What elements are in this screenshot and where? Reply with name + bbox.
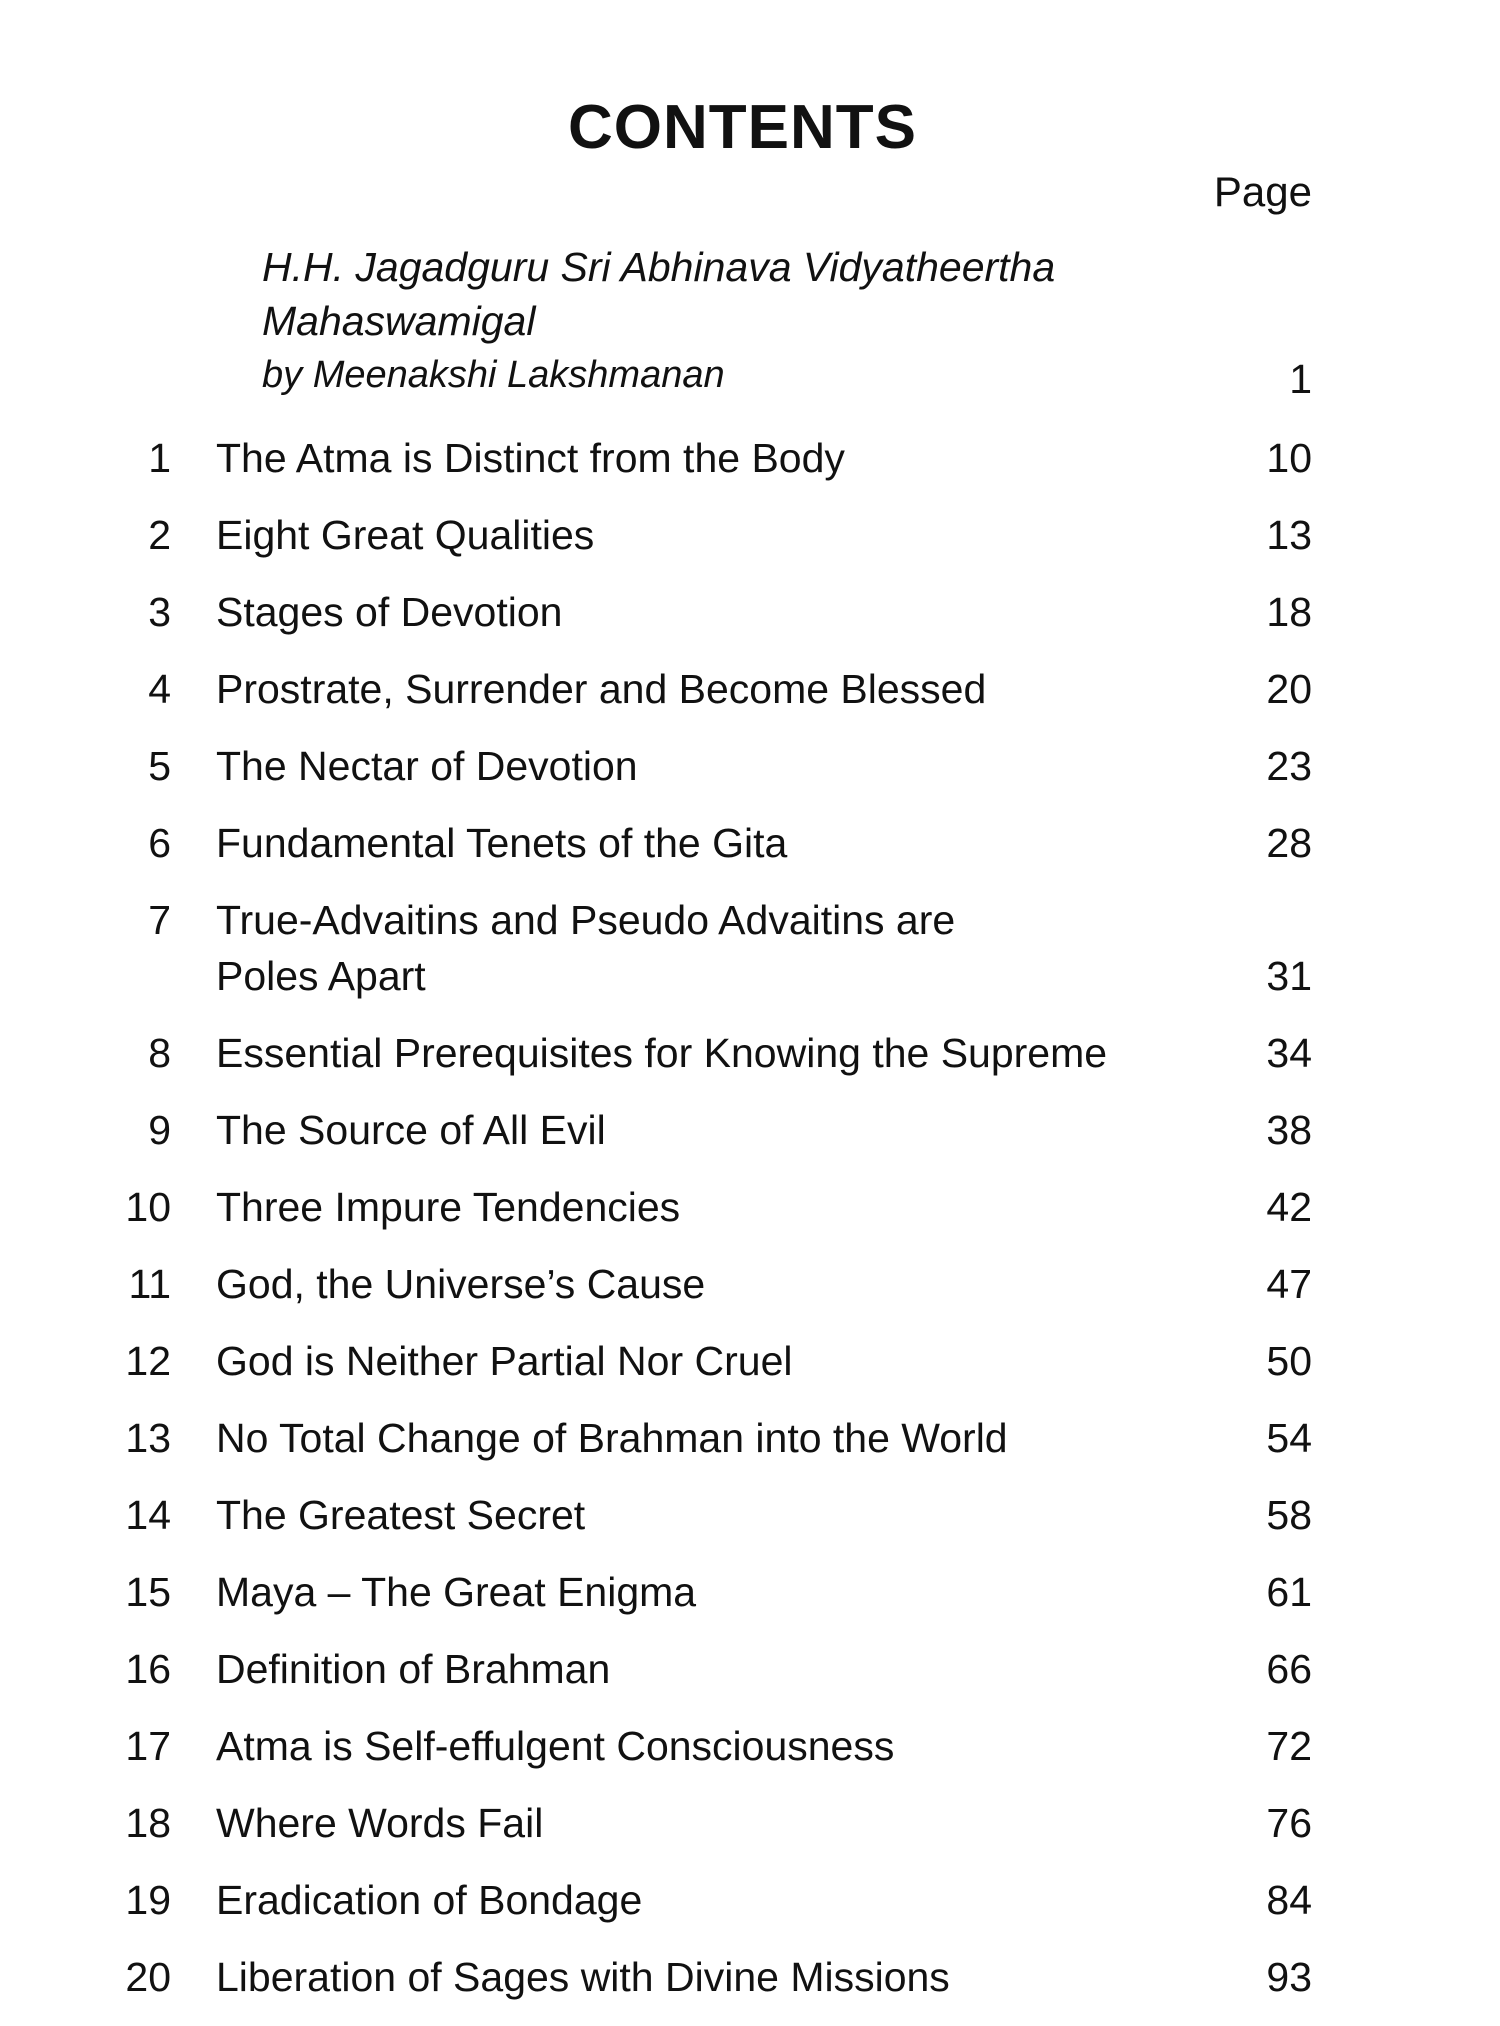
- chapter-number: 15: [125, 1569, 171, 1615]
- chapter-page: 84: [1266, 1877, 1312, 1923]
- chapter-number: 1: [148, 435, 171, 481]
- chapter-page: 76: [1266, 1800, 1312, 1846]
- chapter-page: 18: [1266, 589, 1312, 635]
- chapter-title: Eight Great Qualities: [216, 512, 595, 558]
- chapter-page: 61: [1266, 1569, 1312, 1615]
- chapter-number: 2: [148, 512, 171, 558]
- chapter-page: 10: [1266, 435, 1312, 481]
- chapter-number: 6: [148, 820, 171, 866]
- chapter-title: The Atma is Distinct from the Body: [216, 435, 845, 481]
- chapter-page: 47: [1266, 1261, 1312, 1307]
- chapter-page: 42: [1266, 1184, 1312, 1230]
- toc-entry: [0, 507, 1500, 563]
- chapter-number: 7: [148, 897, 171, 943]
- toc-entry: [0, 1487, 1500, 1543]
- chapter-page: 20: [1266, 666, 1312, 712]
- toc-entry: [0, 738, 1500, 794]
- toc-entry: [0, 430, 1500, 486]
- toc-entry: [0, 815, 1500, 871]
- toc-list: [0, 430, 1500, 2026]
- chapter-title: Where Words Fail: [216, 1800, 544, 1846]
- chapter-number: 9: [148, 1107, 171, 1153]
- chapter-title-line-2: Poles Apart: [216, 953, 426, 999]
- chapter-title: God is Neither Partial Nor Cruel: [216, 1338, 793, 1384]
- toc-entry: [0, 1564, 1500, 1620]
- chapter-title: Atma is Self-effulgent Consciousness: [216, 1723, 895, 1769]
- toc-entry: [0, 1641, 1500, 1697]
- chapter-page: 54: [1266, 1415, 1312, 1461]
- chapter-number: 12: [125, 1338, 171, 1384]
- chapter-title: The Greatest Secret: [216, 1492, 586, 1538]
- chapter-title: Essential Prerequisites for Knowing the Supreme: [216, 1030, 1108, 1076]
- intro-byline: by Meenakshi Lakshmanan: [262, 354, 725, 396]
- chapter-page: 38: [1266, 1107, 1312, 1153]
- page-column-heading: Page: [1213, 168, 1312, 215]
- toc-entry: [0, 1256, 1500, 1312]
- chapter-title: Maya – The Great Enigma: [216, 1569, 697, 1615]
- chapter-number: 10: [125, 1184, 171, 1230]
- toc-entry: [0, 1102, 1500, 1158]
- chapter-number: 4: [148, 666, 171, 712]
- toc-entry: [0, 1025, 1500, 1081]
- chapter-title: Fundamental Tenets of the Gita: [216, 820, 788, 866]
- chapter-number: 17: [125, 1723, 171, 1769]
- chapter-number: 8: [148, 1030, 171, 1076]
- chapter-title: The Source of All Evil: [216, 1107, 606, 1153]
- intro-page-number: 1: [1289, 356, 1312, 402]
- chapter-title: No Total Change of Brahman into the World: [216, 1415, 1008, 1461]
- chapter-title: Stages of Devotion: [216, 589, 563, 635]
- chapter-page: 28: [1266, 820, 1312, 866]
- chapter-title: Eradication of Bondage: [216, 1877, 643, 1923]
- page-title: CONTENTS: [568, 93, 917, 162]
- intro-entry: [262, 240, 1322, 402]
- chapter-page: 34: [1266, 1030, 1312, 1076]
- toc-entry: [0, 1333, 1500, 1389]
- chapter-title: The Nectar of Devotion: [216, 743, 638, 789]
- chapter-title: [216, 892, 1216, 1004]
- chapter-page: 66: [1266, 1646, 1312, 1692]
- chapter-number: 13: [125, 1415, 171, 1461]
- chapter-page: 13: [1266, 512, 1312, 558]
- chapter-number: 16: [125, 1646, 171, 1692]
- chapter-page: 50: [1266, 1338, 1312, 1384]
- chapter-number: 14: [125, 1492, 171, 1538]
- chapter-title-line-1: True-Advaitins and Pseudo Advaitins are: [216, 897, 956, 943]
- chapter-number: 5: [148, 743, 171, 789]
- chapter-title: God, the Universe’s Cause: [216, 1261, 706, 1307]
- toc-entry: [0, 1949, 1500, 2005]
- chapter-page: 31: [1266, 953, 1312, 999]
- toc-entry: [0, 1179, 1500, 1235]
- chapter-number: 19: [125, 1877, 171, 1923]
- toc-entry: [0, 1718, 1500, 1774]
- chapter-title: Three Impure Tendencies: [216, 1184, 681, 1230]
- chapter-number: 18: [125, 1800, 171, 1846]
- intro-title-line-1: H.H. Jagadguru Sri Abhinava Vidyatheertha: [262, 244, 1056, 290]
- toc-entry: [0, 584, 1500, 640]
- chapter-page: 72: [1266, 1723, 1312, 1769]
- toc-entry: [0, 1872, 1500, 1928]
- chapter-number: 11: [128, 1261, 171, 1307]
- chapter-page: 58: [1266, 1492, 1312, 1538]
- toc-entry: [0, 1410, 1500, 1466]
- toc-entry: [0, 1795, 1500, 1851]
- chapter-title: Prostrate, Surrender and Become Blessed: [216, 666, 987, 712]
- chapter-page: 93: [1266, 1954, 1312, 2000]
- chapter-title: Definition of Brahman: [216, 1646, 611, 1692]
- chapter-number: 20: [125, 1954, 171, 2000]
- chapter-number: 3: [148, 589, 171, 635]
- toc-entry: [0, 661, 1500, 717]
- toc-entry: [0, 892, 1500, 1004]
- chapter-title: Liberation of Sages with Divine Missions: [216, 1954, 950, 2000]
- chapter-page: 23: [1266, 743, 1312, 789]
- intro-title-line-2: Mahaswamigal: [262, 298, 536, 344]
